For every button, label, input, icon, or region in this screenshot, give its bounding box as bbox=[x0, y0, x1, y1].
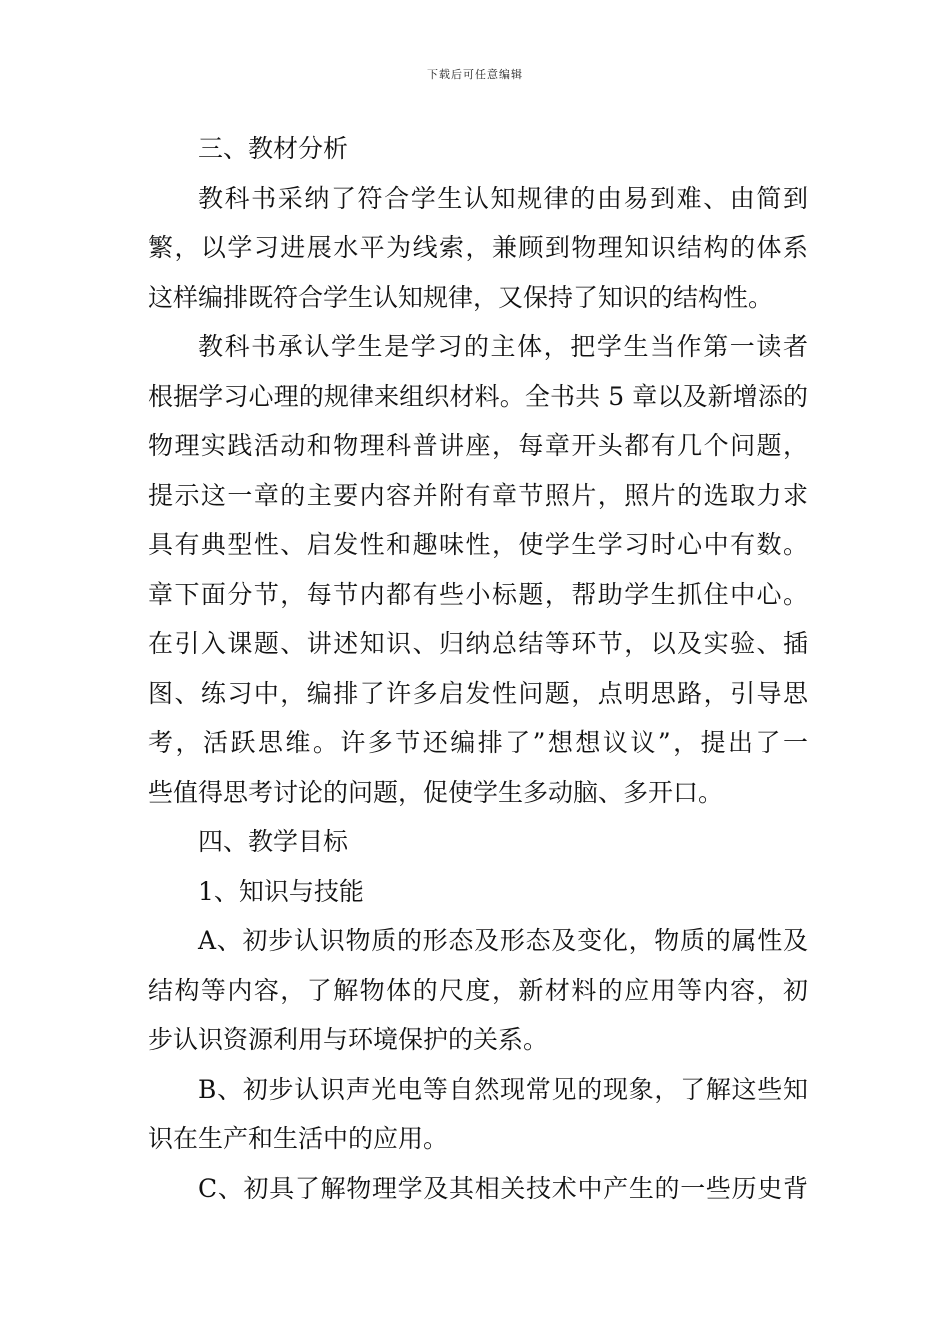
text-line: 结构等内容，了解物体的尺度，新材料的应用等内容，初 bbox=[148, 975, 808, 1005]
text-line: 步认识资源利用与环境保护的关系。 bbox=[148, 1025, 549, 1054]
text-line: B、初步认识声光电等自然现常见的现象，了解这些知 bbox=[198, 1074, 808, 1104]
text-line: 具有典型性、启发性和趣味性，使学生学习时心中有数。 bbox=[148, 530, 808, 559]
text-line: A、初步认识物质的形态及形态及变化，物质的属性及 bbox=[198, 926, 808, 955]
text-line: 繁，以学习进展水平为线索，兼顾到物理知识结构的体系 bbox=[148, 233, 808, 262]
text-line: 章下面分节，每节内都有些小标题，帮助学生抓住中心。 bbox=[148, 579, 808, 609]
text-line: 教科书采纳了符合学生认知规律的由易到难、由简到 bbox=[198, 183, 808, 213]
page-header-note: 下载后可任意编辑 bbox=[427, 68, 523, 81]
text-line: 图、练习中，编排了许多启发性问题，点明思路，引导思 bbox=[148, 678, 808, 708]
text-line: 识在生产和生活中的应用。 bbox=[148, 1124, 449, 1153]
document-body bbox=[148, 124, 808, 1213]
text-line: 教科书承认学生是学习的主体，把学生当作第一读者 bbox=[198, 332, 808, 361]
text-line: 提示这一章的主要内容并附有章节照片，照片的选取力求 bbox=[148, 480, 808, 510]
text-line: 在引入课题、讲述知识、归纳总结等环节，以及实验、插 bbox=[148, 629, 808, 658]
text-line: C、初具了解物理学及其相关技术中产生的一些历史背 bbox=[198, 1173, 808, 1203]
text-line: 根据学习心理的规律来组织材料。全书共 5 章以及新增添的 bbox=[148, 381, 808, 411]
text-line: 些值得思考讨论的问题，促使学生多动脑、多开口。 bbox=[148, 777, 724, 807]
text-line: 1、知识与技能 bbox=[198, 876, 364, 906]
text-line: 考，活跃思维。许多节还编排了”想想议议”，提出了一 bbox=[148, 728, 808, 757]
text-line: 三、教材分析 bbox=[198, 134, 349, 163]
text-line: 物理实践活动和物理科普讲座，每章开头都有几个问题， bbox=[148, 431, 808, 460]
text-line: 四、教学目标 bbox=[198, 827, 349, 856]
text-line: 这样编排既符合学生认知规律，又保持了知识的结构性。 bbox=[148, 282, 774, 312]
